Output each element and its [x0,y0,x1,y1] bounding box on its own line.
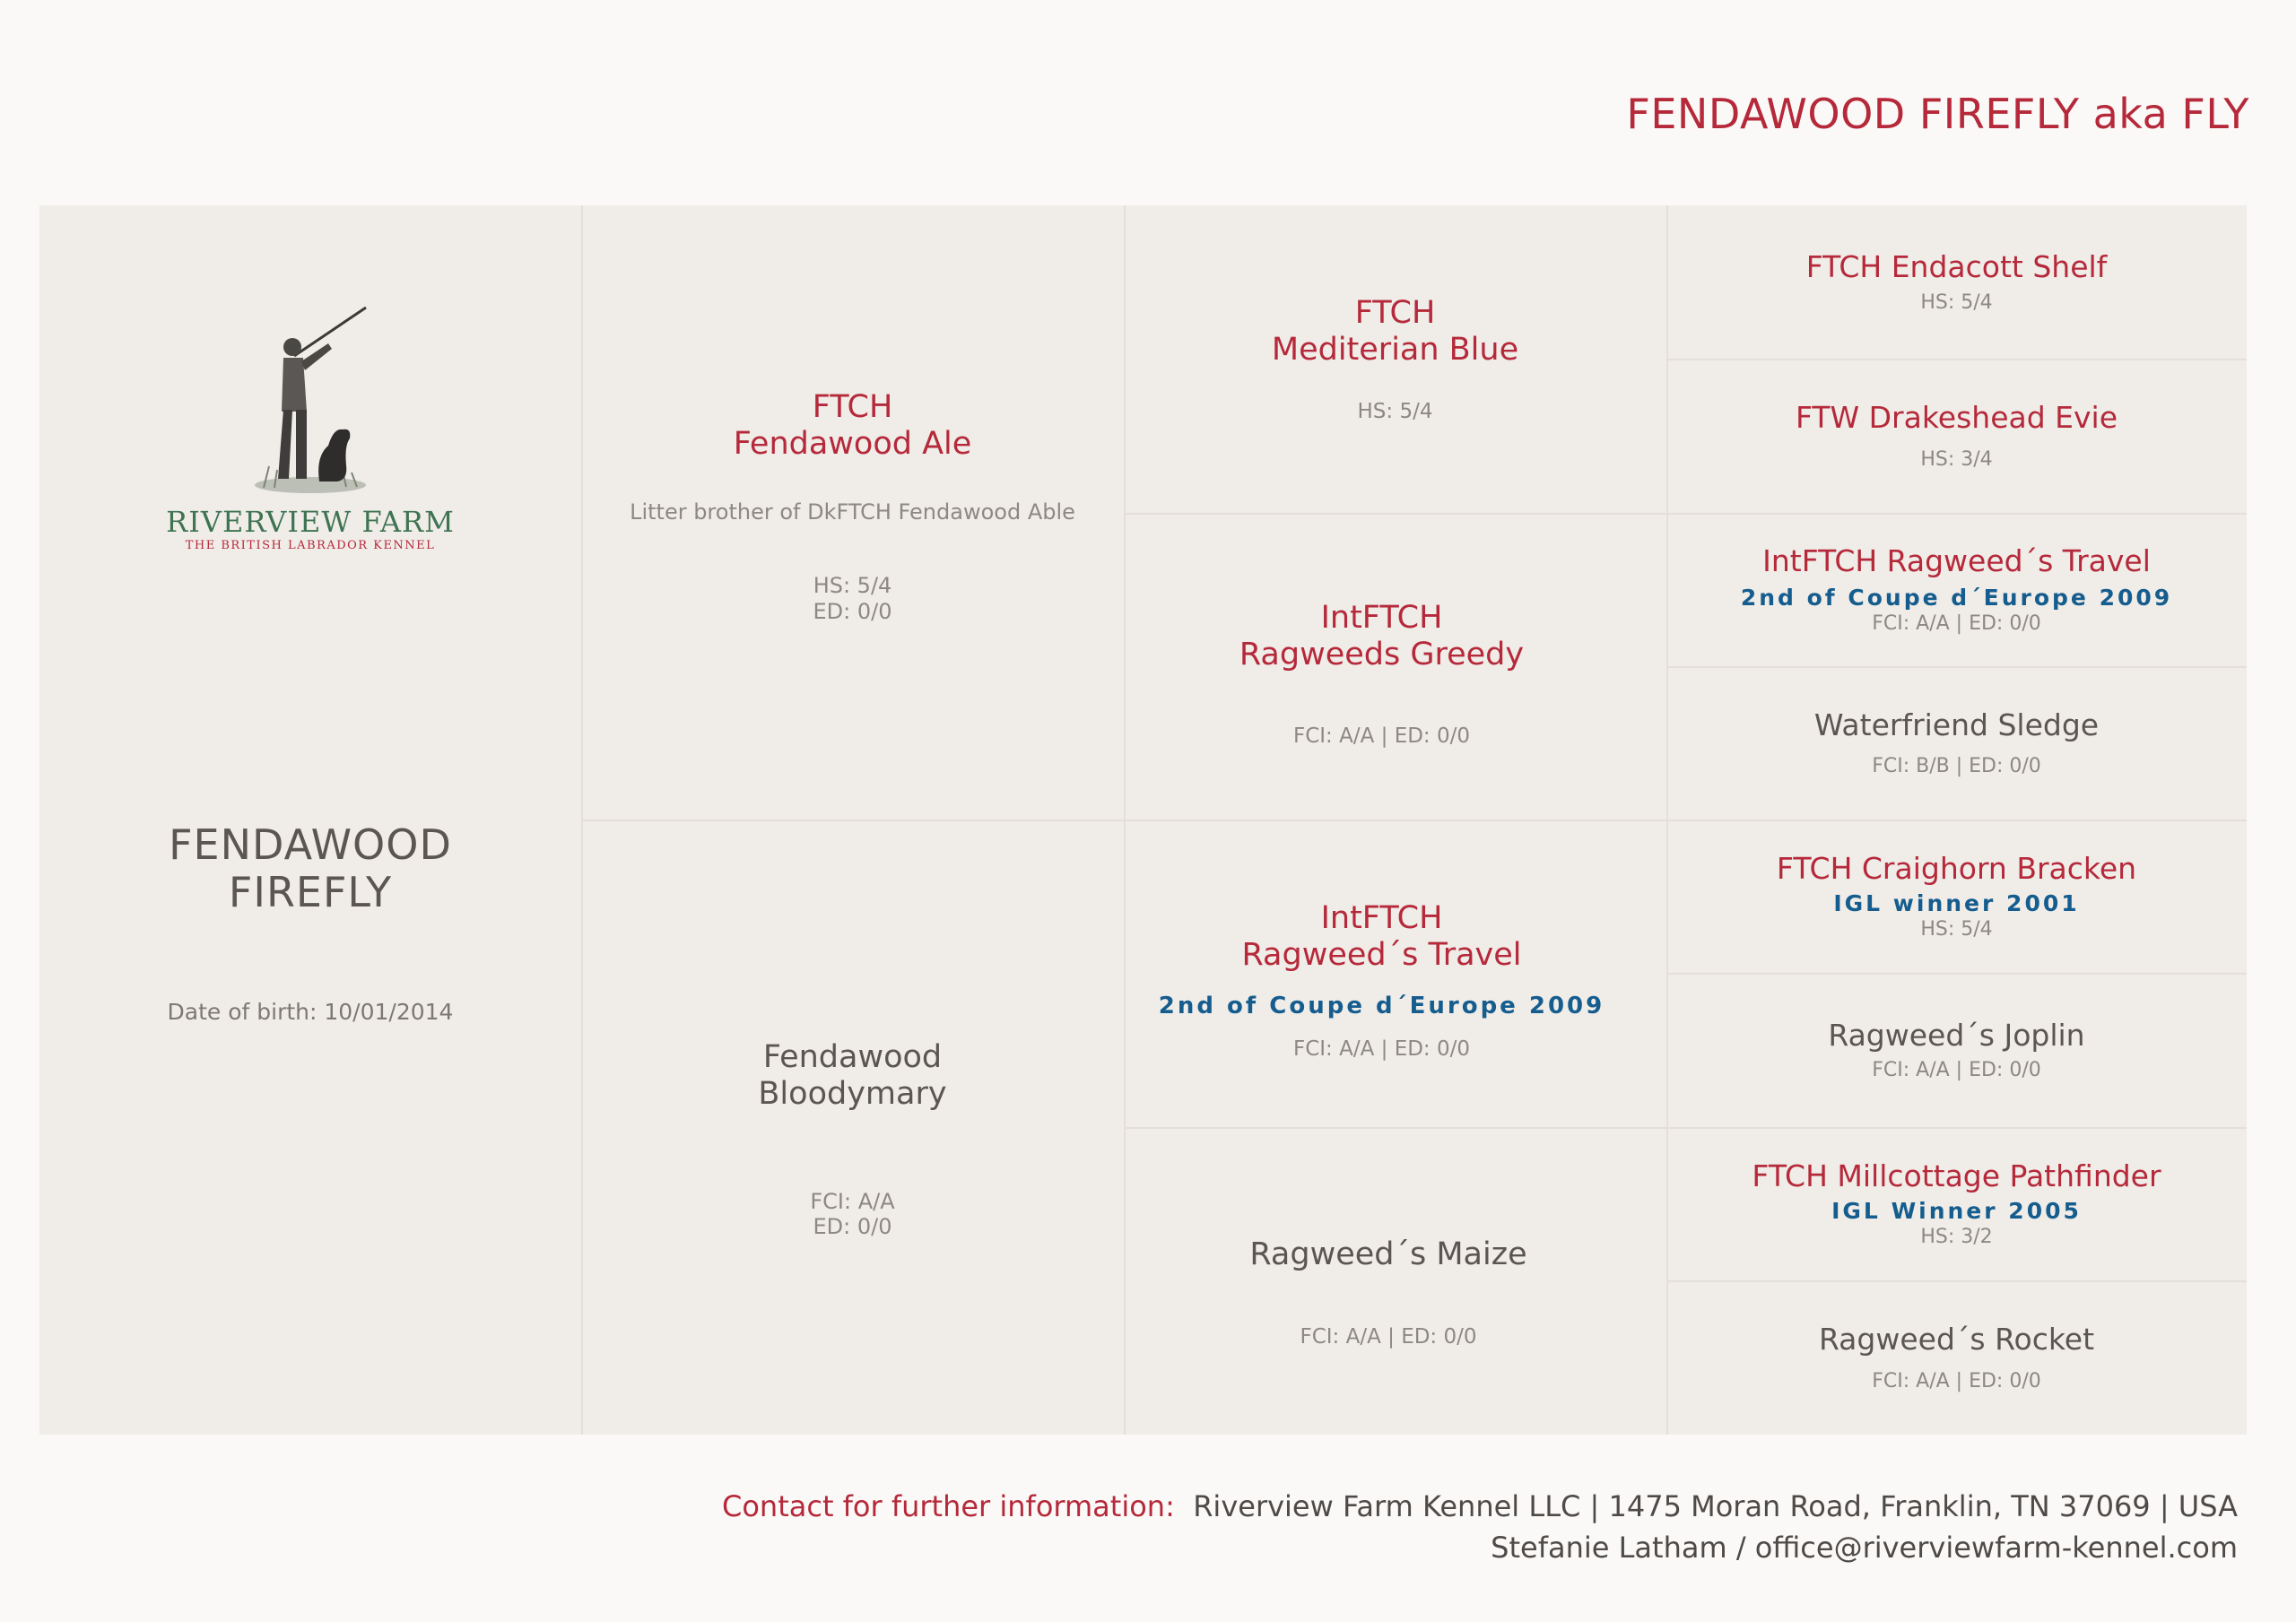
sire-cell [581,389,1124,658]
great-grandparent-info: HS: 3/4 [1920,447,1993,471]
granddam-sire-cell [1124,600,1639,779]
grandparent-award: 2nd of Coupe d´Europe 2009 [1158,992,1605,1019]
dam-fci: FCI: A/A [810,1188,895,1214]
page-title: FENDAWOOD FIREFLY aka FLY [1626,90,2249,138]
grandparent-info: HS: 5/4 [1357,399,1433,423]
great-grandparent-cell [1666,205,2247,359]
dam-name-line1: Fendawood [762,1039,943,1075]
great-grandparent-cell [1666,1280,2247,1435]
logo-tagline: THE BRITISH LABRADOR KENNEL [185,539,436,552]
great-grandparent-name: IntFTCH Ragweed´s Travel [1762,543,2151,578]
sire-note: Litter brother of DkFTCH Fendawood Able [630,499,1075,525]
grandparent-title: IntFTCH [1320,600,1443,636]
great-grandparent-cell [1666,973,2247,1127]
great-grandparent-info: HS: 5/4 [1920,917,1993,941]
grandparent-name: Mediterian Blue [1271,332,1519,369]
great-grandparent-award: IGL winner 2001 [1833,889,2080,916]
great-grandparent-name: FTW Drakeshead Evie [1795,400,2118,435]
grandparent-info: FCI: A/A | ED: 0/0 [1292,1037,1471,1061]
granddam-dam-cell [1124,1236,1653,1371]
great-grandparent-name: Waterfriend Sledge [1813,707,2100,742]
grandparent-title: FTCH [1354,295,1436,331]
contact-person: Stefanie Latham / office@riverviewfarm-kennel.com [1491,1531,2238,1565]
logo-wordmark: RIVERVIEW FARM [166,505,455,539]
dam-ed: ED: 0/0 [813,1214,892,1240]
pedigree-table [39,205,2247,1435]
logo [39,295,581,552]
great-grandparent-info: FCI: B/B | ED: 0/0 [1872,755,2041,778]
contact-footer [722,1486,2238,1568]
great-grandparent-cell [1666,1127,2247,1280]
great-grandparent-name: FTCH Millcottage Pathfinder [1752,1158,2161,1193]
great-grandparent-info: FCI: A/A | ED: 0/0 [1872,1369,2041,1392]
dam-cell [581,1039,1124,1272]
grandparent-name: Ragweeds Greedy [1239,637,1525,673]
grandparent-name: Ragweed´s Maize [1249,1236,1527,1272]
great-grandparent-cell [1666,359,2247,513]
contact-label: Contact for further information: [721,1489,1175,1523]
grandsire-sire-cell [1124,295,1666,438]
sire-hs: HS: 5/4 [813,573,892,599]
grandparent-info: FCI: A/A | ED: 0/0 [1300,1325,1477,1349]
date-of-birth: Date of birth: 10/01/2014 [167,999,454,1025]
great-grandparent-info: FCI: A/A | ED: 0/0 [1872,1058,2041,1081]
great-grandparent-info: FCI: A/A | ED: 0/0 [1872,612,2041,635]
dam-name-line2: Bloodymary [758,1076,947,1113]
subject-dob-cell [39,994,581,1030]
sire-title: FTCH [812,389,893,425]
subject-name [39,815,581,923]
great-grandparent-award: 2nd of Coupe d´Europe 2009 [1740,584,2173,611]
hunter-with-dog-illustration [194,295,427,501]
great-grandparent-name: FTCH Craighorn Bracken [1776,851,2137,886]
great-grandparent-cell [1666,820,2247,973]
great-grandparent-info: HS: 5/4 [1920,291,1993,315]
great-grandparent-award: IGL Winner 2005 [1831,1197,2082,1224]
sire-ed: ED: 0/0 [813,599,892,625]
sire-name: Fendawood Ale [733,426,972,463]
grandsire-dam-cell [1124,900,1639,1106]
grandparent-title: IntFTCH [1320,900,1443,936]
great-grandparent-cell [1666,513,2247,666]
great-grandparent-name: Ragweed´s Rocket [1818,1322,2095,1357]
grandparent-info: FCI: A/A | ED: 0/0 [1292,724,1471,748]
contact-address: Riverview Farm Kennel LLC | 1475 Moran Road, Franklin, TN 37069 | USA [1193,1489,2238,1523]
subject-name-line2: FIREFLY [228,868,393,916]
great-grandparent-name: FTCH Endacott Shelf [1805,248,2108,284]
great-grandparent-cell [1666,666,2247,820]
contact-line [722,1486,2238,1527]
subject-name-line1: FENDAWOOD [169,820,452,870]
great-grandparent-name: Ragweed´s Joplin [1828,1018,2085,1053]
grandparent-name: Ragweed´s Travel [1241,937,1522,974]
great-grandparent-info: HS: 3/2 [1920,1225,1993,1248]
